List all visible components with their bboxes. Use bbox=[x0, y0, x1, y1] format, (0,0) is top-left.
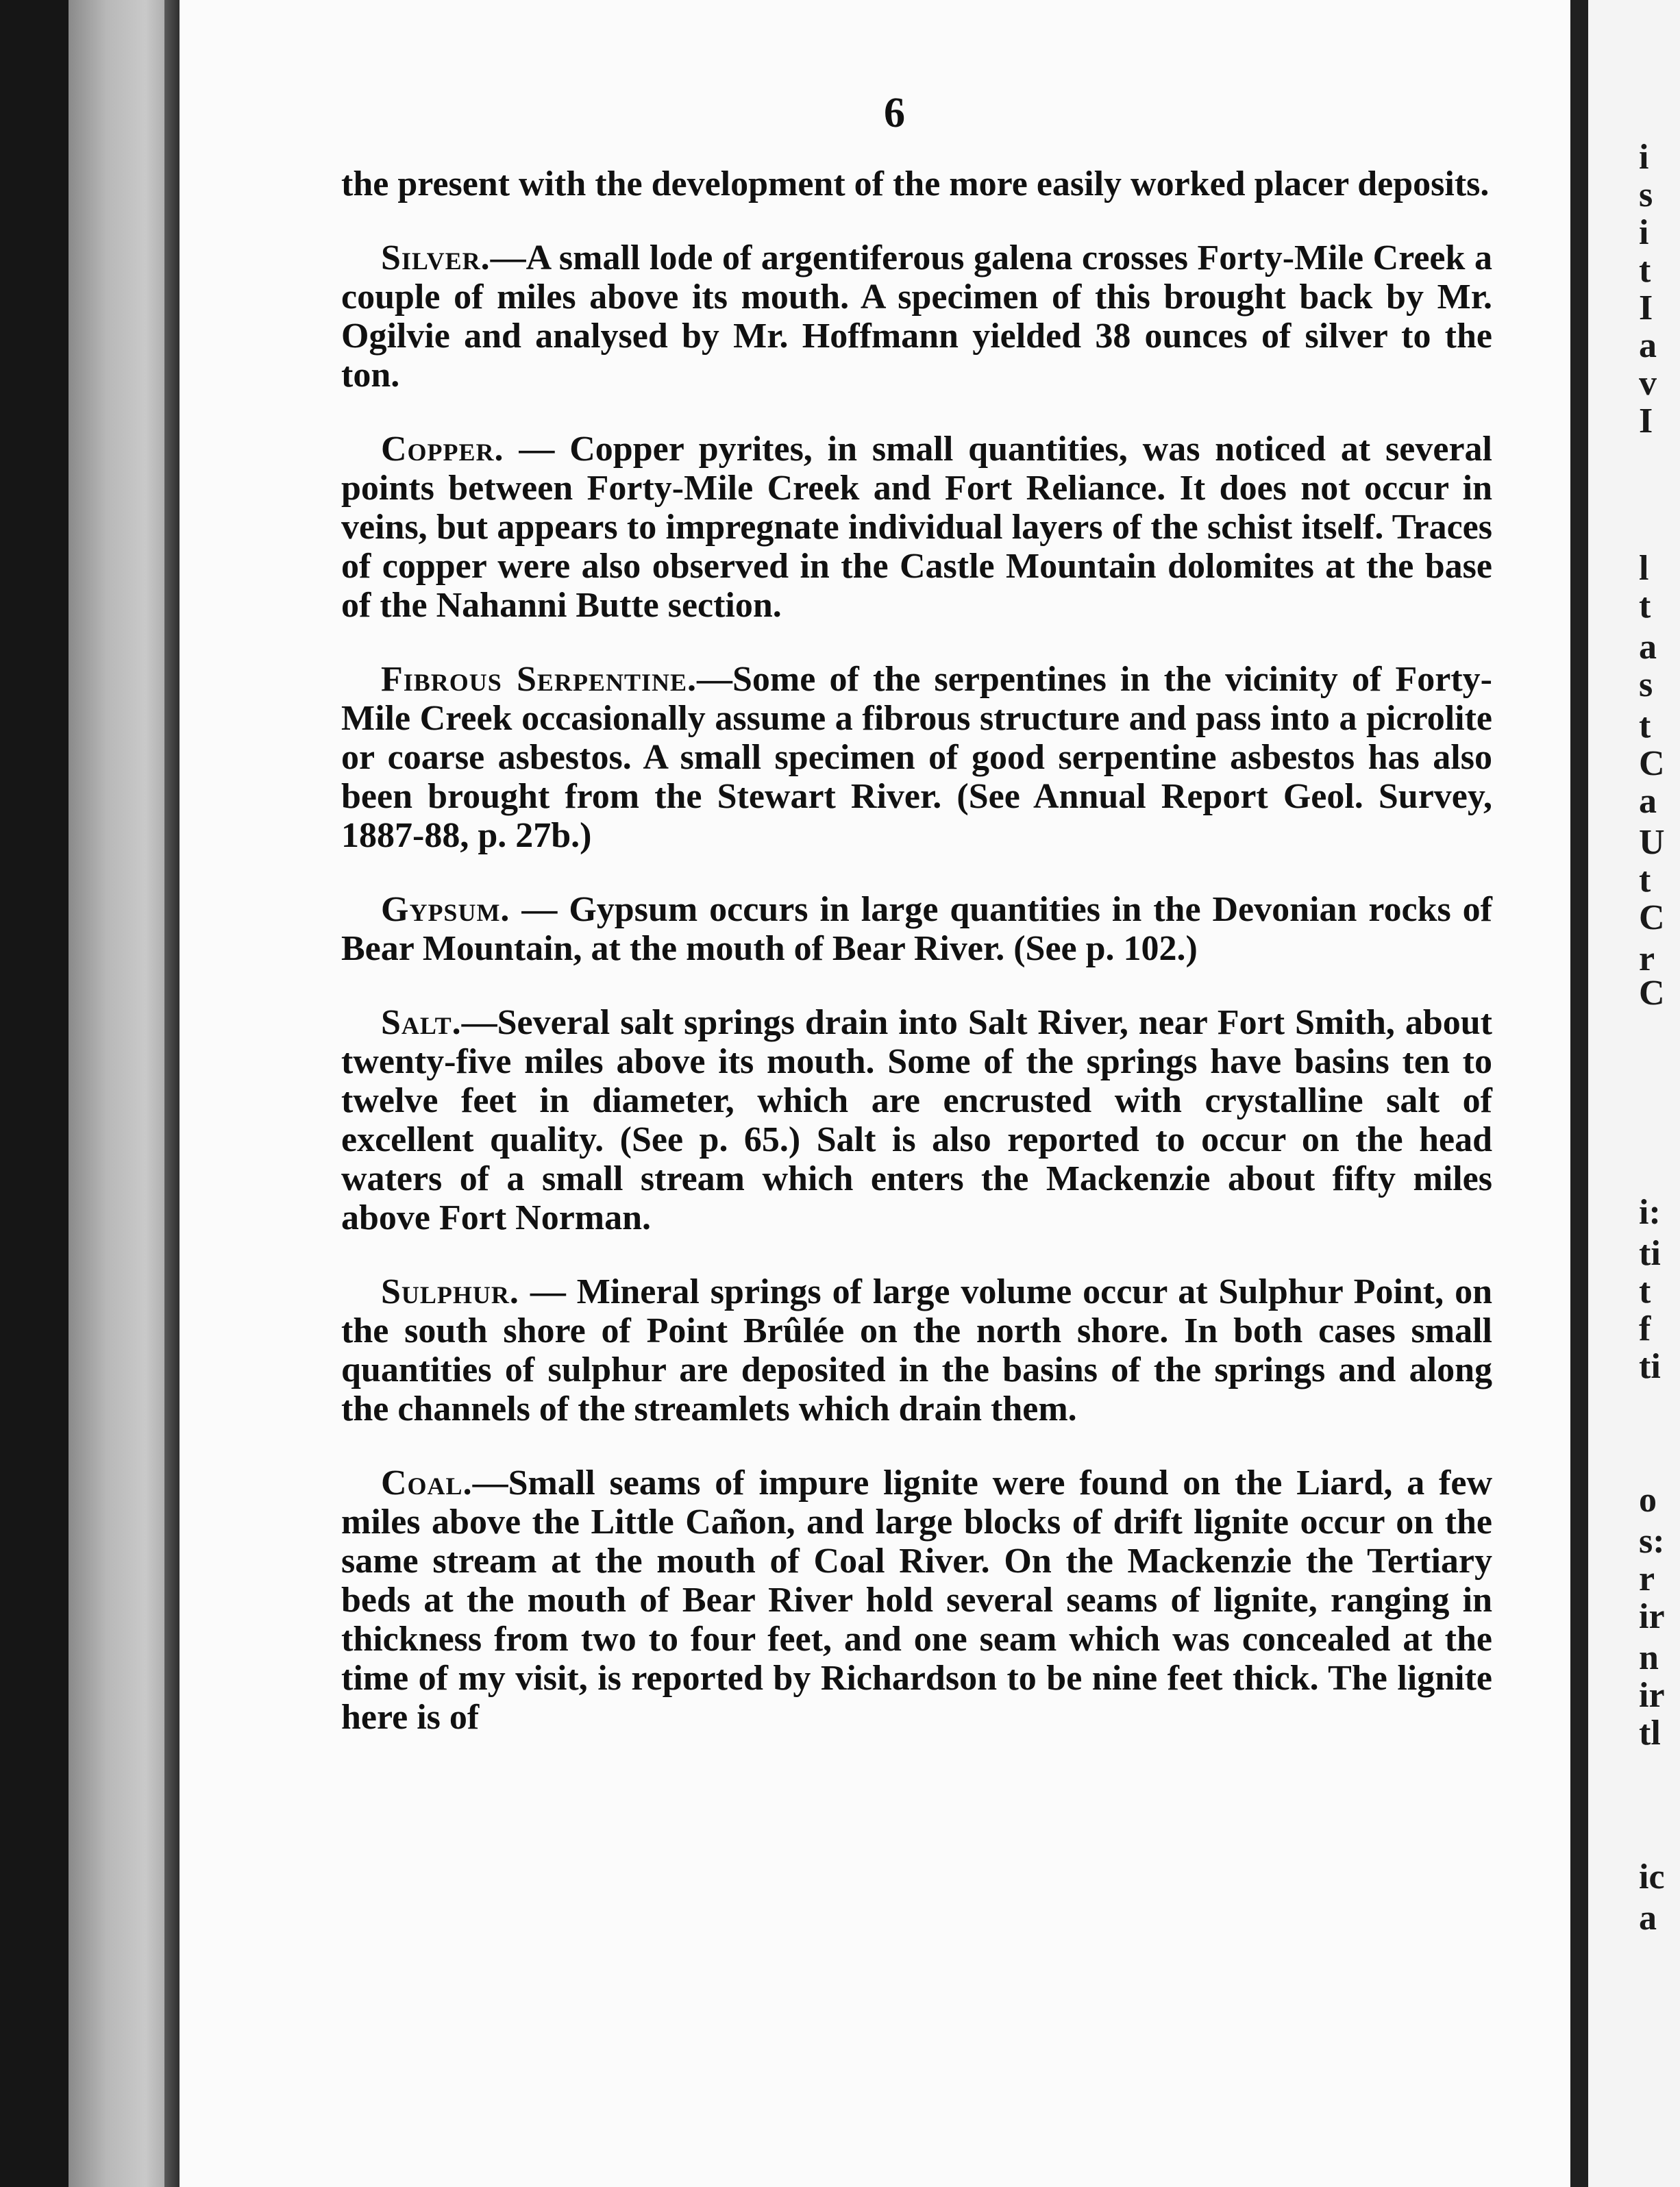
next-page-fragment: ic bbox=[1639, 1857, 1665, 1896]
section-heading: Silver. bbox=[381, 238, 491, 277]
next-page-fragment: ir bbox=[1639, 1597, 1665, 1636]
section-gypsum bbox=[341, 890, 1492, 968]
next-page-fragment: t bbox=[1639, 251, 1651, 290]
section-coal bbox=[341, 1463, 1492, 1737]
next-page-fragment: n bbox=[1639, 1638, 1659, 1677]
next-page-fragment: tl bbox=[1639, 1714, 1661, 1753]
next-page-fragment: a bbox=[1639, 782, 1657, 821]
next-page-fragment: C bbox=[1639, 974, 1665, 1013]
section-copper bbox=[341, 430, 1492, 625]
next-page-fragment: t bbox=[1639, 861, 1651, 900]
next-page-fragment: r bbox=[1639, 939, 1655, 978]
next-page-fragment: a bbox=[1639, 1899, 1657, 1938]
next-page-fragment: a bbox=[1639, 628, 1657, 667]
section-text: —Several salt springs drain into Salt River, near Fort Smith, about twenty-five miles above its mouth. Some of the springs have basins ten to twelve feet in diameter, which are encrusted with crystalline salt of excellent quality. (See p. 65.) Salt is also reported to occur on the head waters of a small stream which enters the Mackenzie about fifty miles above Fort Norman. bbox=[341, 1003, 1492, 1237]
next-page-fragment: r bbox=[1639, 1559, 1655, 1598]
section-heading: Salt. bbox=[381, 1003, 462, 1042]
next-page-fragment: ti bbox=[1639, 1347, 1661, 1386]
section-text: —Some of the serpentines in the vicinity of Forty-Mile Creek occasionally assume a fibrous structure and pass into a picrolite or coarse asbestos. A small specimen of good serpentine asbestos has also been brought from the Stewart River. (See Annual Report Geol. Survey, 1887-88, p. 27b.) bbox=[341, 660, 1492, 855]
next-page-fragment: o bbox=[1639, 1481, 1657, 1520]
next-page-fragment: s: bbox=[1639, 1522, 1665, 1561]
section-text: —Small seams of impure lignite were found on the Liard, a few miles above the Little Cañon, and large blocks of drift lignite occur on the same stream at the mouth of Coal River. On the Mackenzie the Tertiary beds at the mouth of Bear River hold several seams of lignite, ranging in thickness from two to four feet, and one seam which was concealed at the time of my visit, is reported by Richardson to be nine feet thick. The lignite here is of bbox=[341, 1463, 1492, 1737]
section-text: — Copper pyrites, in small quantities, was noticed at several points between Forty-Mile Creek and Fort Reliance. It does not occur in veins, but appears to impregnate individual layers of the schist itself. Traces of copper were also observed in the Castle Mountain dolomites at the base of the Nahanni Butte section. bbox=[341, 430, 1492, 625]
next-page-fragment: s bbox=[1639, 665, 1653, 704]
next-page-fragment: ir bbox=[1639, 1676, 1665, 1715]
page-gutter-shadow bbox=[164, 0, 181, 2187]
next-page-fragment: s bbox=[1639, 175, 1653, 214]
next-page-fragment: I bbox=[1639, 401, 1653, 441]
section-sulphur bbox=[341, 1272, 1492, 1429]
section-heading: Coal. bbox=[381, 1463, 473, 1503]
section-heading: Copper. bbox=[381, 430, 504, 469]
next-page-fragment: a bbox=[1639, 326, 1657, 365]
section-salt bbox=[341, 1003, 1492, 1237]
section-text: —A small lode of argentiferous galena crosses Forty-Mile Creek a couple of miles above its mouth. A specimen of this brought back by Mr. Ogilvie and analysed by Mr. Hoffmann yielded 38 ounces of silver to the ton. bbox=[341, 238, 1492, 395]
next-page-fragment: I bbox=[1639, 288, 1653, 328]
next-page-fragment: v bbox=[1639, 364, 1657, 403]
page-number: 6 bbox=[884, 90, 905, 136]
section-fibrous-serpentine bbox=[341, 660, 1492, 855]
next-page-fragment: C bbox=[1639, 744, 1665, 783]
previous-page-edge bbox=[69, 0, 178, 2187]
section-text: — Mineral springs of large volume occur at Sulphur Point, on the south shore of Point Brûlée on the north shore. In both cases small quantities of sulphur are deposited in the basins of the springs and along the channels of the streamlets which drain them. bbox=[341, 1272, 1492, 1429]
next-page-fragment: C bbox=[1639, 898, 1665, 937]
next-page-fragment: f bbox=[1639, 1309, 1651, 1348]
intro-paragraph: the present with the development of the more easily worked placer deposits. bbox=[341, 164, 1490, 203]
scanner-background bbox=[0, 0, 75, 2187]
next-page-fragment: ti bbox=[1639, 1234, 1661, 1273]
section-text: — Gypsum occurs in large quantities in the Devonian rocks of Bear Mountain, at the mouth of Bear River. (See p. 102.) bbox=[341, 890, 1492, 968]
section-heading: Gypsum. bbox=[381, 890, 510, 929]
section-silver bbox=[341, 238, 1492, 395]
next-page-fragment: t bbox=[1639, 586, 1651, 626]
next-page-text-fragments bbox=[1636, 0, 1680, 2187]
next-page-fragment: i bbox=[1639, 213, 1649, 252]
next-page-fragment: U bbox=[1639, 823, 1665, 862]
page-body bbox=[341, 164, 1492, 1772]
section-heading: Fibrous Serpentine. bbox=[381, 660, 697, 699]
next-page-fragment: i: bbox=[1639, 1193, 1661, 1232]
next-page-fragment: t bbox=[1639, 1272, 1651, 1311]
next-page-fragment: t bbox=[1639, 706, 1651, 745]
next-page-fragment: l bbox=[1639, 549, 1649, 588]
section-heading: Sulphur. bbox=[381, 1272, 519, 1311]
next-page-fragment: i bbox=[1639, 138, 1649, 177]
